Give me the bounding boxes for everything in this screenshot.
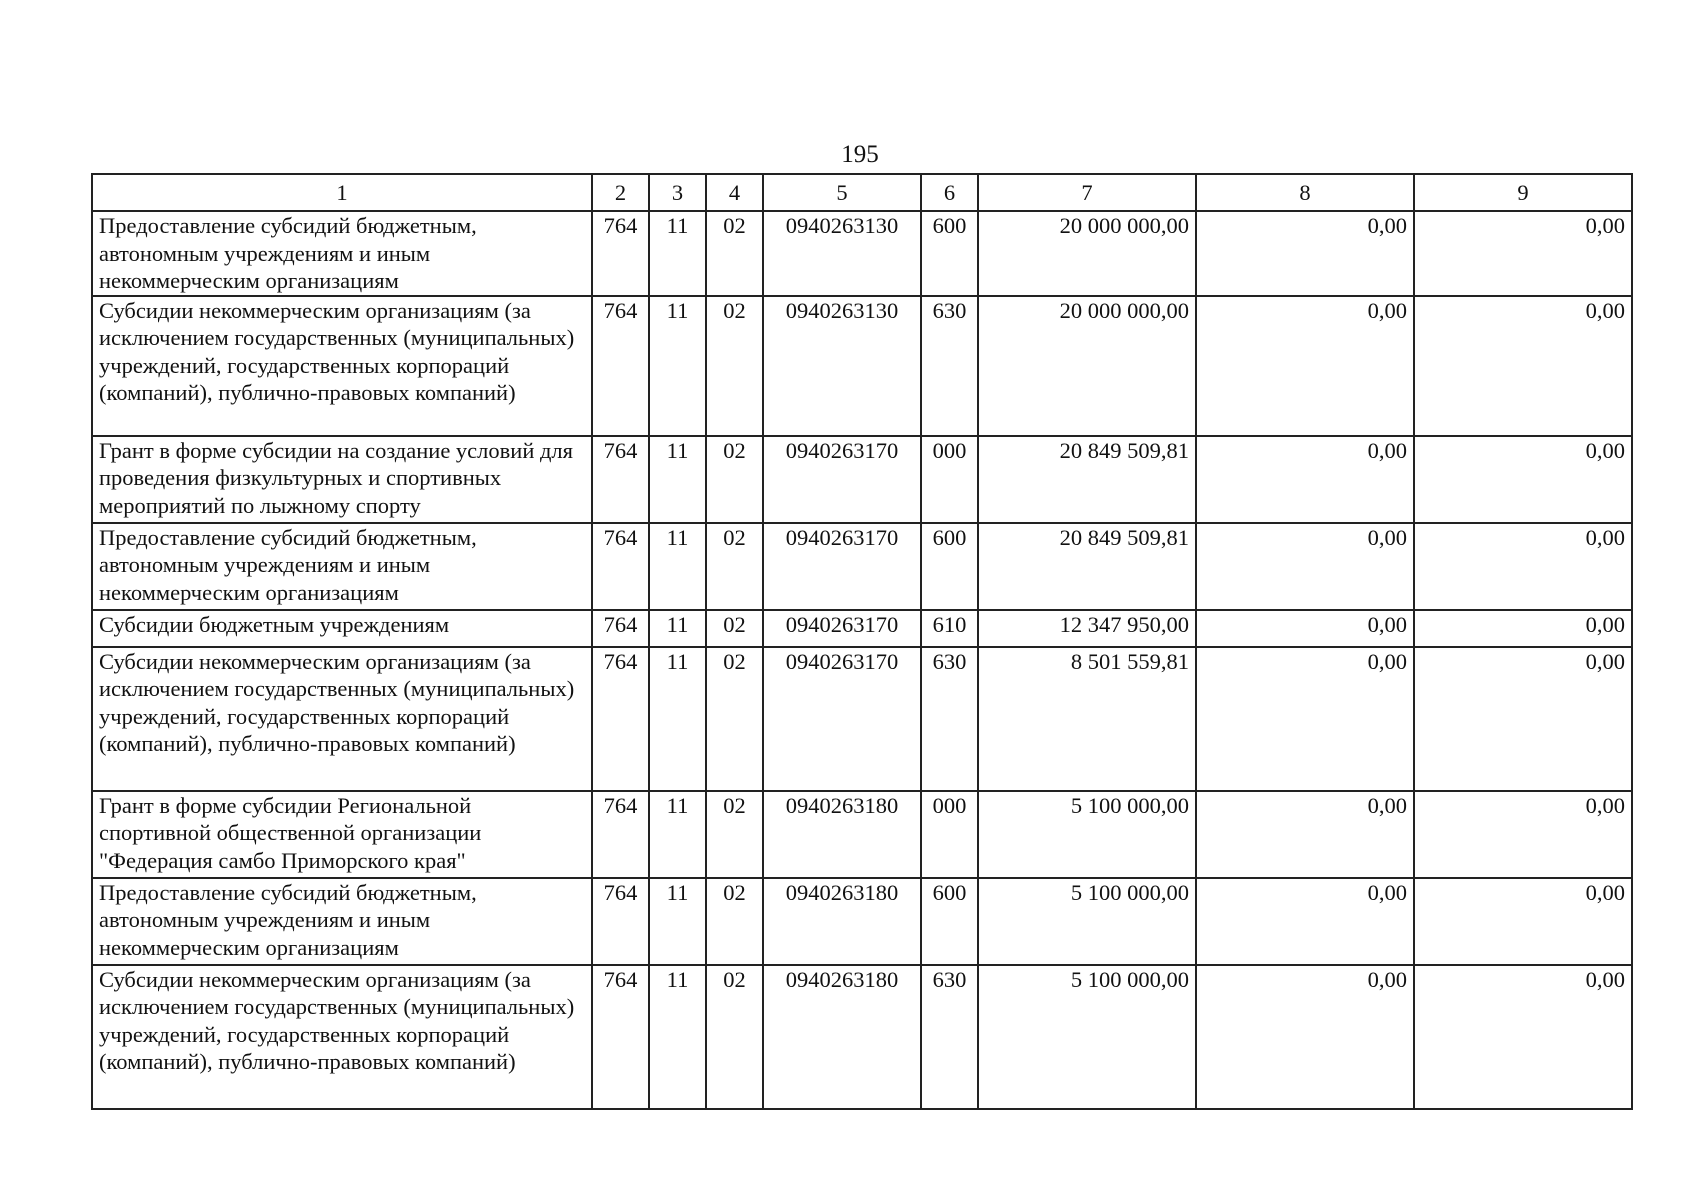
code-cell: 600 <box>921 878 978 965</box>
table-row <box>92 610 1632 647</box>
amount-cell: 12 347 950,00 <box>978 610 1196 647</box>
table-row <box>92 296 1632 436</box>
code-cell: 764 <box>592 523 649 610</box>
table-row <box>92 965 1632 1109</box>
code-cell: 02 <box>706 878 763 965</box>
amount-cell: 0,00 <box>1196 523 1414 610</box>
amount-cell: 5 100 000,00 <box>978 878 1196 965</box>
amount-cell: 0,00 <box>1414 610 1632 647</box>
table-row <box>92 878 1632 965</box>
code-cell: 11 <box>649 878 706 965</box>
code-cell: 764 <box>592 610 649 647</box>
code-cell: 630 <box>921 647 978 791</box>
code-cell: 000 <box>921 791 978 878</box>
table-row <box>92 523 1632 610</box>
row-name: Предоставление субсидий бюджетным, автономным учреждениям и иным некоммерческим организациям <box>92 523 592 610</box>
column-header: 4 <box>706 174 763 211</box>
row-name: Субсидии некоммерческим организациям (за исключением государственных (муниципальных) учреждений, государственных корпораций (компаний), публично-правовых компаний) <box>92 296 592 436</box>
column-header: 5 <box>763 174 921 211</box>
amount-cell: 0,00 <box>1196 791 1414 878</box>
page-number: 195 <box>841 141 879 168</box>
amount-cell: 0,00 <box>1196 610 1414 647</box>
code-cell: 11 <box>649 436 706 523</box>
budget-table <box>91 173 1633 1110</box>
code-cell: 600 <box>921 523 978 610</box>
code-cell: 02 <box>706 523 763 610</box>
row-name: Предоставление субсидий бюджетным, автономным учреждениям и иным некоммерческим организациям <box>92 878 592 965</box>
amount-cell: 0,00 <box>1196 965 1414 1109</box>
code-cell: 630 <box>921 965 978 1109</box>
amount-cell: 0,00 <box>1196 296 1414 436</box>
code-cell: 764 <box>592 647 649 791</box>
code-cell: 02 <box>706 610 763 647</box>
amount-cell: 0,00 <box>1414 523 1632 610</box>
amount-cell: 0,00 <box>1414 211 1632 296</box>
code-cell: 0940263180 <box>763 878 921 965</box>
column-header: 2 <box>592 174 649 211</box>
row-name: Субсидии бюджетным учреждениям <box>92 610 592 647</box>
row-name: Субсидии некоммерческим организациям (за исключением государственных (муниципальных) учреждений, государственных корпораций (компаний), публично-правовых компаний) <box>92 647 592 791</box>
amount-cell: 0,00 <box>1414 791 1632 878</box>
code-cell: 11 <box>649 296 706 436</box>
code-cell: 0940263170 <box>763 647 921 791</box>
code-cell: 0940263180 <box>763 791 921 878</box>
code-cell: 764 <box>592 965 649 1109</box>
code-cell: 0940263170 <box>763 436 921 523</box>
code-cell: 764 <box>592 878 649 965</box>
code-cell: 11 <box>649 965 706 1109</box>
code-cell: 02 <box>706 436 763 523</box>
code-cell: 600 <box>921 211 978 296</box>
code-cell: 11 <box>649 610 706 647</box>
amount-cell: 0,00 <box>1414 296 1632 436</box>
code-cell: 764 <box>592 791 649 878</box>
amount-cell: 0,00 <box>1414 878 1632 965</box>
code-cell: 11 <box>649 647 706 791</box>
amount-cell: 0,00 <box>1196 211 1414 296</box>
amount-cell: 0,00 <box>1414 965 1632 1109</box>
amount-cell: 5 100 000,00 <box>978 965 1196 1109</box>
amount-cell: 0,00 <box>1196 878 1414 965</box>
table-row <box>92 647 1632 791</box>
code-cell: 02 <box>706 965 763 1109</box>
code-cell: 0940263130 <box>763 211 921 296</box>
amount-cell: 20 849 509,81 <box>978 436 1196 523</box>
code-cell: 630 <box>921 296 978 436</box>
code-cell: 02 <box>706 791 763 878</box>
amount-cell: 0,00 <box>1414 436 1632 523</box>
code-cell: 764 <box>592 436 649 523</box>
code-cell: 0940263130 <box>763 296 921 436</box>
code-cell: 0940263170 <box>763 523 921 610</box>
code-cell: 764 <box>592 296 649 436</box>
amount-cell: 8 501 559,81 <box>978 647 1196 791</box>
amount-cell: 0,00 <box>1196 647 1414 791</box>
code-cell: 02 <box>706 296 763 436</box>
code-cell: 0940263170 <box>763 610 921 647</box>
header-row <box>92 174 1632 211</box>
amount-cell: 20 849 509,81 <box>978 523 1196 610</box>
amount-cell: 20 000 000,00 <box>978 296 1196 436</box>
code-cell: 000 <box>921 436 978 523</box>
code-cell: 02 <box>706 647 763 791</box>
column-header: 7 <box>978 174 1196 211</box>
amount-cell: 5 100 000,00 <box>978 791 1196 878</box>
column-header: 8 <box>1196 174 1414 211</box>
row-name: Грант в форме субсидии на создание условий для проведения физкультурных и спортивных мероприятий по лыжному спорту <box>92 436 592 523</box>
column-header: 1 <box>92 174 592 211</box>
column-header: 6 <box>921 174 978 211</box>
amount-cell: 0,00 <box>1196 436 1414 523</box>
row-name: Субсидии некоммерческим организациям (за исключением государственных (муниципальных) учреждений, государственных корпораций (компаний), публично-правовых компаний) <box>92 965 592 1109</box>
code-cell: 11 <box>649 523 706 610</box>
code-cell: 11 <box>649 211 706 296</box>
amount-cell: 20 000 000,00 <box>978 211 1196 296</box>
amount-cell: 0,00 <box>1414 647 1632 791</box>
table-row <box>92 436 1632 523</box>
code-cell: 11 <box>649 791 706 878</box>
code-cell: 02 <box>706 211 763 296</box>
code-cell: 610 <box>921 610 978 647</box>
column-header: 3 <box>649 174 706 211</box>
code-cell: 0940263180 <box>763 965 921 1109</box>
column-header: 9 <box>1414 174 1632 211</box>
code-cell: 764 <box>592 211 649 296</box>
row-name: Грант в форме субсидии Региональной спортивной общественной организации "Федерация самбо Приморского края" <box>92 791 592 878</box>
table-row <box>92 211 1632 296</box>
table-row <box>92 791 1632 878</box>
row-name: Предоставление субсидий бюджетным, автономным учреждениям и иным некоммерческим организациям <box>92 211 592 296</box>
